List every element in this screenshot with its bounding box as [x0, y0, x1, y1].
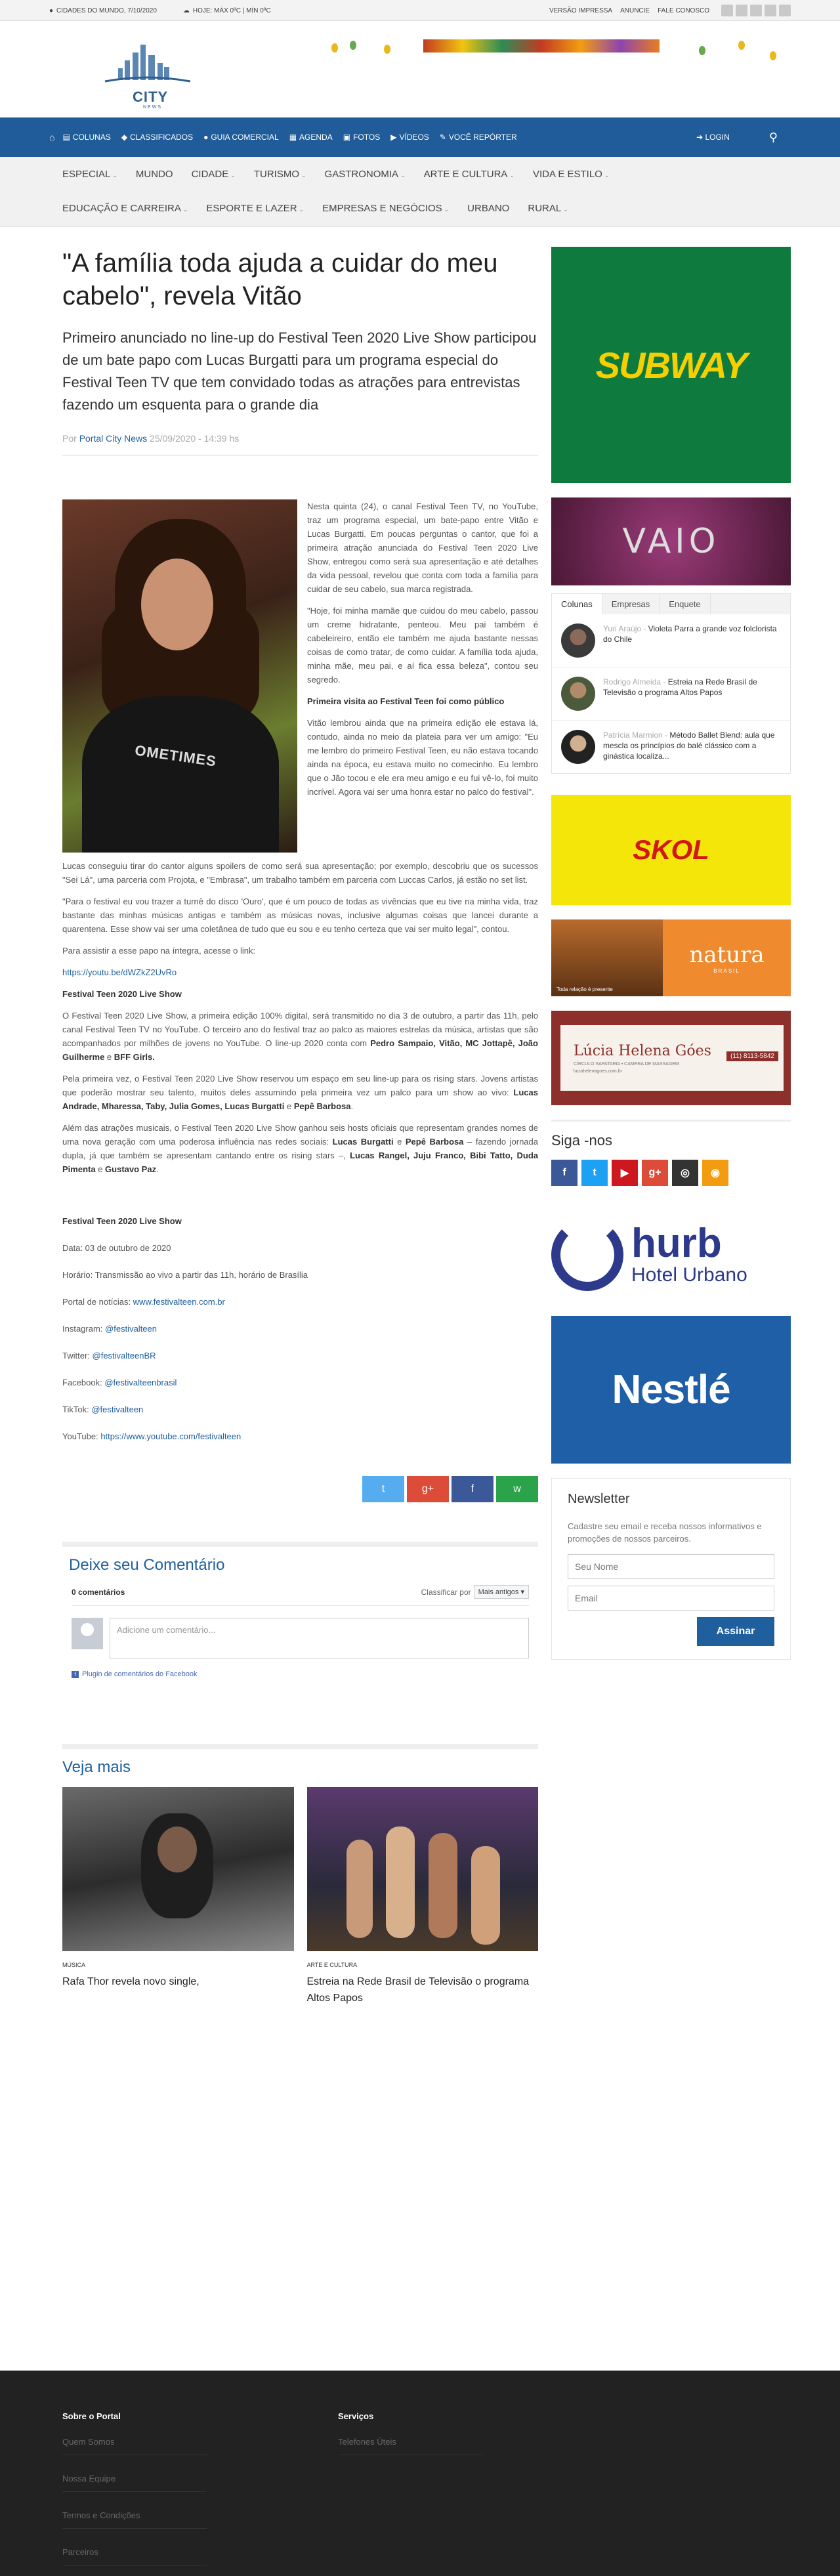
sort-dropdown[interactable]: Mais antigos ▾	[474, 1585, 529, 1599]
hurb-ad[interactable]: hurb Hotel Urbano	[551, 1212, 791, 1298]
nav-classificados[interactable]: ◆ CLASSIFICADOS	[121, 133, 194, 142]
section-heading: Festival Teen 2020 Live Show	[62, 989, 182, 999]
nestle-ad[interactable]: Nestlé	[551, 1316, 791, 1464]
main-nav	[0, 117, 840, 157]
byline: Por Portal City News 25/09/2020 - 14:39 hs	[62, 433, 538, 456]
login-button[interactable]: ➔ LOGIN	[696, 133, 730, 142]
nav-fotos[interactable]: ▣ FOTOS	[343, 133, 381, 142]
related-title: Veja mais	[62, 1744, 538, 1777]
footer: Sobre o Portal Quem Somos Nossa Equipe Termos e Condições Parceiros Serviços Telefones Úteis	[0, 2371, 840, 2576]
portal-link[interactable]: www.festivalteen.com.br	[133, 1297, 225, 1307]
article-body	[62, 499, 538, 1443]
comment-count: 0 comentários	[72, 1587, 125, 1597]
facebook-icon[interactable]	[765, 5, 776, 16]
rss-icon[interactable]: ◉	[702, 1160, 728, 1186]
paragraph: Para assistir a esse papo na íntegra, acesse o link:	[62, 946, 256, 956]
info-instagram: Instagram: @festivalteen	[62, 1324, 157, 1334]
cat-vida-estilo[interactable]: VIDA E ESTILO ⌄	[532, 168, 610, 180]
cat-educacao[interactable]: EDUCAÇÃO E CARREIRA ⌄	[62, 202, 188, 214]
header	[49, 21, 791, 117]
hurb-logo-icon	[551, 1219, 623, 1291]
cat-gastronomia[interactable]: GASTRONOMIA ⌄	[324, 168, 406, 180]
avatar	[561, 730, 595, 764]
instagram-link[interactable]: @festivalteen	[105, 1324, 157, 1334]
contact-link[interactable]: FALE CONOSCO	[658, 7, 709, 14]
cat-especial[interactable]: ESPECIAL ⌄	[62, 168, 117, 180]
twitter-link[interactable]: @festivalteenBR	[92, 1351, 156, 1361]
facebook-icon[interactable]: f	[551, 1160, 578, 1186]
section-heading: Primeira visita ao Festival Teen foi como público	[307, 696, 505, 706]
author-link[interactable]: Portal City News	[79, 433, 148, 444]
cat-esporte[interactable]: ESPORTE E LAZER ⌄	[206, 202, 304, 214]
column-item[interactable]: Yuri Araújo - Violeta Parra a grande voz folclorista do Chile	[552, 614, 790, 667]
twitter-icon[interactable]: t	[581, 1160, 608, 1186]
info-twitter: Twitter: @festivalteenBR	[62, 1351, 156, 1361]
article-column	[49, 247, 538, 2006]
footer-link[interactable]: Nossa Equipe	[62, 2474, 207, 2492]
avatar	[561, 623, 595, 658]
article-date: 25/09/2020 - 14:39 hs	[150, 433, 240, 444]
site-logo[interactable]: CITY NEWS	[98, 41, 197, 113]
email-field[interactable]	[568, 1586, 774, 1611]
top-bar	[0, 0, 840, 21]
related-card[interactable]: ARTE E CULTURA Estreia na Rede Brasil de Televisão o programa Altos Papos	[307, 1787, 539, 2006]
nav-colunas[interactable]: ▤ COLUNAS	[62, 133, 111, 142]
article-subtitle: Primeiro anunciado no line-up do Festival Teen 2020 Live Show participou de um bate papo com Lucas Burgatti para um programa especial do Festival Teen TV que tem convidado todas as atrações para entrevistas fazendo um esquenta para o grande dia	[62, 329, 537, 413]
map-pin-icon: ●	[49, 7, 54, 14]
google-plus-icon[interactable]: g+	[642, 1160, 668, 1186]
search-icon[interactable]: ⚲	[768, 130, 778, 144]
share-facebook-button[interactable]: f	[452, 1476, 494, 1502]
columns-widget	[551, 593, 791, 774]
avatar	[561, 677, 595, 711]
natura-ad[interactable]: Toda relação é presente natura BRASIL	[551, 919, 791, 996]
youtube-icon[interactable]: ▶	[612, 1160, 638, 1186]
nav-agenda[interactable]: ▦ AGENDA	[289, 133, 333, 142]
tab-empresas[interactable]: Empresas	[602, 594, 660, 614]
footer-link[interactable]: Parceiros	[62, 2547, 207, 2565]
vaio-ad[interactable]: VAIO	[551, 497, 791, 585]
cat-cidade[interactable]: CIDADE ⌄	[191, 168, 236, 180]
comments-title: Deixe seu Comentário	[62, 1542, 538, 1574]
facebook-plugin-link[interactable]: f Plugin de comentários do Facebook	[72, 1670, 529, 1678]
facebook-icon: f	[72, 1671, 79, 1678]
home-icon[interactable]: ⌂	[49, 132, 55, 142]
weather: ☁ HOJE: MÁX 0ºC | MÍN 0ºC	[182, 7, 271, 14]
cloud-icon: ☁	[182, 7, 190, 14]
footer-link[interactable]: Quem Somos	[62, 2437, 207, 2455]
column-item[interactable]: Rodrigo Almeida - Estreia na Rede Brasil de Televisão o programa Altos Papos	[552, 667, 790, 721]
tab-colunas[interactable]: Colunas	[552, 594, 602, 614]
facebook-icon[interactable]	[721, 5, 733, 16]
paragraph: Além das atrações musicais, o Festival Teen 2020 Live Show ganhou seis hosts oficiais que representam grandes nomes de uma nova geração com uma poderosa influência nas redes sociais: Lucas Burgatti e Pepê Barbosa – fazendo jornada dupla, já que também se apresentam cantando entre os rising stars –, Lucas Rangel, Juju Franco, Bibi Tatto, Duda Pimenta e Gustavo Paz.	[62, 1123, 539, 1174]
info-tiktok: TikTok: @festivalteen	[62, 1404, 144, 1414]
skyline-icon	[98, 41, 197, 93]
cat-arte-cultura[interactable]: ARTE E CULTURA ⌄	[423, 168, 514, 180]
tiktok-link[interactable]: @festivalteen	[91, 1404, 144, 1414]
related-section	[62, 1744, 538, 2006]
instagram-icon[interactable]: ◎	[672, 1160, 698, 1186]
info-portal: Portal de notícias: www.festivalteen.com.br	[62, 1297, 225, 1307]
info-facebook: Facebook: @festivalteenbrasil	[62, 1378, 177, 1387]
share-twitter-button[interactable]: t	[362, 1476, 404, 1502]
subscribe-button[interactable]: Assinar	[697, 1617, 774, 1646]
nav-guia-comercial[interactable]: ● GUIA COMERCIAL	[203, 133, 279, 142]
info-time: Horário: Transmissão ao vivo a partir das 11h, horário de Brasília	[62, 1270, 308, 1280]
twitter-icon[interactable]	[736, 5, 747, 16]
name-input[interactable]	[568, 1554, 774, 1579]
paragraph: Nesta quinta (24), o canal Festival Teen TV, no YouTube, traz um programa especial, um bate-papo entre Vitão e Lucas Burgatti. Em poucas perguntas o cantor, que foi a primeira atração anunciada do Festival Teen 2020 Live Show, entregou como será sua apresentação e até detalhes da vida pessoal, revelou que conta com toda a família para cuidar de seu cabelo, sua marca registrada.	[307, 501, 538, 594]
section-heading: Festival Teen 2020 Live Show	[62, 1216, 182, 1226]
share-google-button[interactable]: g+	[407, 1476, 449, 1502]
cat-empresas[interactable]: EMPRESAS E NEGÓCIOS ⌄	[322, 202, 450, 214]
sidebar	[551, 247, 791, 2006]
info-youtube: YouTube: https://www.youtube.com/festivalteen	[62, 1431, 242, 1441]
instagram-icon[interactable]	[750, 5, 762, 16]
footer-link[interactable]: Telefones Úteis	[338, 2437, 482, 2455]
comments-section: Deixe seu Comentário 0 comentários Classificar por Mais antigos ▾ Adicione um comentário... f Plugin de comentários do Facebook	[62, 1542, 538, 1678]
related-card[interactable]: MÚSICA Rafa Thor revela novo single,	[62, 1787, 294, 2006]
newsletter-widget: Newsletter Cadastre seu email e receba nossos informativos e promoções de nossos parceiros. Seu Nome Email Assinar	[551, 1478, 791, 1660]
subway-ad[interactable]: SUBWAY	[551, 247, 791, 483]
cat-turismo[interactable]: TURISMO ⌄	[253, 168, 306, 180]
paragraph: Lucas conseguiu tirar do cantor alguns spoilers de como será sua apresentação; por exemplo, descobriu que os sucessos "Sei Lá", uma parceria com Projota, e "Embrasa", um trabalho também em parceria com Luccas Carlos, já estão no set list.	[62, 861, 538, 885]
column-item[interactable]: Patrícia Marmion - Método Ballet Blend: aula que mescla os princípios do balé clássico com a ginástica localiza...	[552, 721, 790, 773]
youtube-icon[interactable]	[779, 5, 791, 16]
cat-rural[interactable]: RURAL ⌄	[528, 202, 568, 214]
nav-voce-reporter[interactable]: ✎ VOCÊ REPÓRTER	[439, 133, 517, 142]
tab-enquete[interactable]: Enquete	[660, 594, 710, 614]
share-whatsapp-button[interactable]: w	[496, 1476, 538, 1502]
cat-urbano[interactable]: URBANO	[467, 202, 510, 214]
share-buttons	[62, 1476, 538, 1502]
category-nav	[0, 157, 840, 227]
nav-videos[interactable]: ▶ VÍDEOS	[390, 133, 429, 142]
related-photo	[307, 1787, 539, 1951]
paragraph: "Hoje, foi minha mamãe que cuidou do meu cabelo, passou um creme hidratante, penteou. Meu pai também é cabeleireiro, então ele também me ajuda bastante nessas coisas de como tratar, de como cuidar. A família toda ajuda, minha mãe, meu pai, e aí fica essa beleza", contou seu segredo.	[307, 606, 538, 685]
paragraph: O Festival Teen 2020 Live Show, a primeira edição 100% digital, será transmitido no dia 3 de outubro, a partir das 11h, pelo canal Festival Teen TV no YouTube. O terceiro ano do festival traz ao palco as maiores estrelas da música, artistas que são acompanhados por milhões de jovens no YouTube. O line-up 2020 conta com Pedro Sampaio, Vitão, MC Jottapê, João Guilherme e BFF Girls.	[62, 1011, 538, 1062]
advertise-link[interactable]: ANUNCIE	[620, 7, 650, 14]
youtube-link[interactable]: https://youtu.be/dWZkZ2UvRo	[62, 967, 177, 977]
paragraph: Vitão lembrou ainda que na primeira edição ele estava lá, contudo, ainda no meio da plateia para ver um amigo: "Eu me lembro do primeiro Festival Teen, eu não estava tocando ainda na época, eu estava muito no comecinho. Eu lembro que o Jão tocou e ele era meu amigo e eu fui vê-lo, foi muito incrível. Agora vai ser uma honra estar no palco do festival".	[307, 718, 538, 797]
youtube-channel-link[interactable]: https://www.youtube.com/festivalteen	[100, 1431, 242, 1441]
footer-link[interactable]: Termos e Condições	[62, 2510, 207, 2529]
lucia-ad[interactable]: Lúcia Helena Góes CÍRCULO SAPATARIA • CAMERA DE MASSAGEM luciahelenagoes.com.br (11) 8113-5842	[551, 1011, 791, 1105]
article-title: "A família toda ajuda a cuidar do meu cabelo", revela Vitão	[62, 249, 498, 310]
article-photo: OMETIMES	[62, 499, 297, 853]
avatar	[72, 1618, 103, 1649]
header-banner-ad[interactable]	[331, 39, 784, 82]
paragraph: Pela primeira vez, o Festival Teen 2020 Live Show reservou um espaço em seu line-up para os rising stars. Jovens artistas que poderão mostrar seu talento, muitos deles assumindo pela primeira vez um palco para um show ao vivo: Lucas Andrade, Mharessa, Taby, Julia Gomes, Lucas Burgatti e Pepê Barbosa.	[62, 1074, 538, 1111]
paragraph: "Para o festival eu vou trazer a turnê do disco 'Ouro', que é um pouco de todas as vivências que eu tive na minha vida, traz bastante das minhas músicas antigas e também as músicas novas, inclusive algumas coisas que lancei durante a quarentena. Esse show vai ser uma coletânea de tudo que eu sou e eu tenho certeza que vai ser muito legal", contou.	[62, 897, 538, 934]
related-photo	[62, 1787, 294, 1951]
follow-title: Siga -nos	[551, 1120, 791, 1149]
info-date: Data: 03 de outubro de 2020	[62, 1243, 171, 1253]
facebook-link[interactable]: @festivalteenbrasil	[104, 1378, 177, 1387]
skol-ad[interactable]: SKOL	[551, 795, 791, 905]
location: ● CIDADES DO MUNDO, 7/10/2020	[49, 7, 157, 14]
comment-input[interactable]: Adicione um comentário...	[110, 1618, 529, 1658]
print-version-link[interactable]: VERSÃO IMPRESSA	[549, 7, 613, 14]
social-links	[551, 1160, 791, 1186]
cat-mundo[interactable]: MUNDO	[135, 168, 173, 180]
